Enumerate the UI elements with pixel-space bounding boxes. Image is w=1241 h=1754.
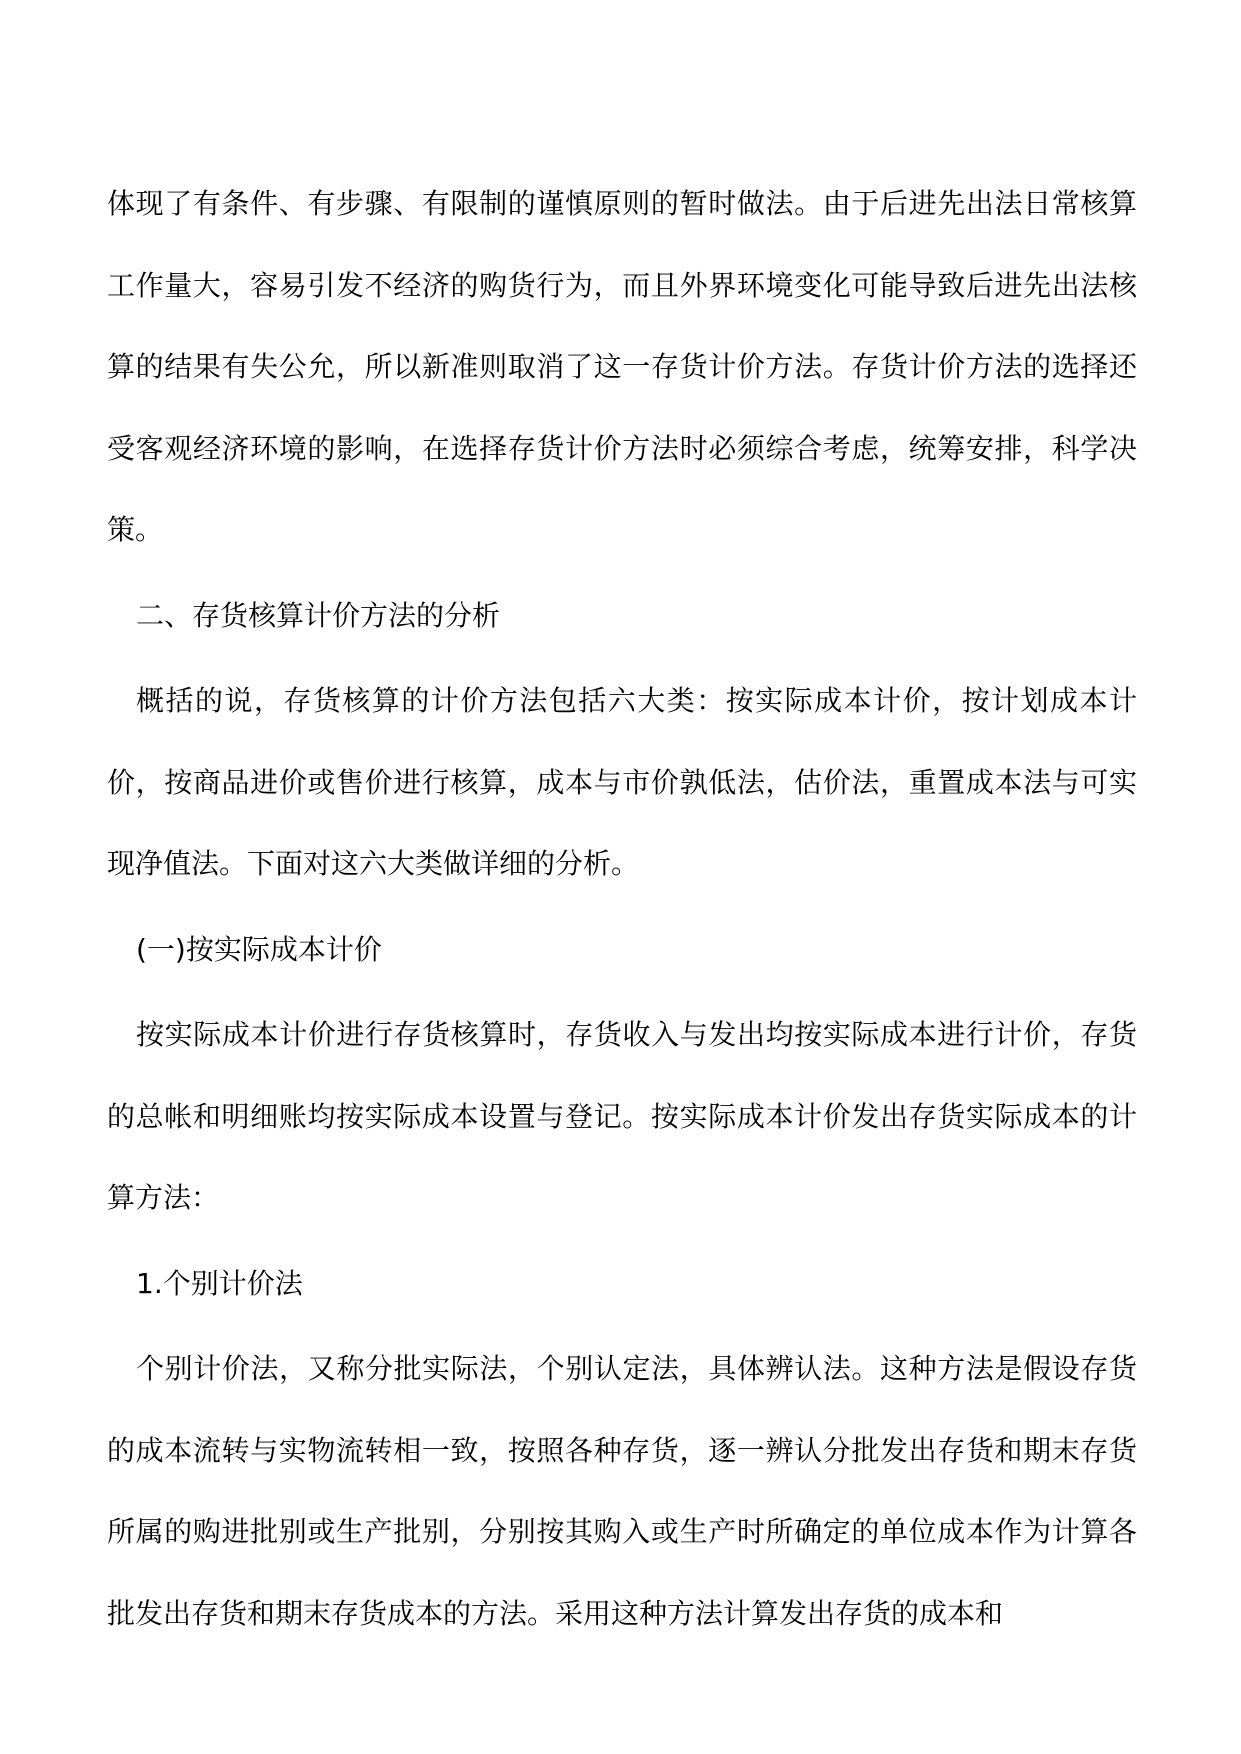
paragraph-specific-identification: 个别计价法，又称分批实际法，个别认定法，具体辨认法。这种方法是假设存货的成本流转与实物流转相一致，按照各种存货，逐一辨认分批发出存货和期末存货所属的购进批别或生产批别，分别按其购入或生产时所确定的单位成本作为计算各批发出存货和期末存货成本的方法。采用这种方法计算发出存货的成本和 <box>107 1352 1137 1630</box>
section-heading-analysis: 二、存货核算计价方法的分析 <box>136 598 501 632</box>
paragraph-actual-cost: 按实际成本计价进行存货核算时，存货收入与发出均按实际成本进行计价，存货的总帐和明细账均按实际成本设置与登记。按实际成本计价发出存货实际成本的计算方法： <box>107 1018 1137 1214</box>
document-body <box>107 163 1137 1658</box>
paragraph-prudence-conclusion: 体现了有条件、有步骤、有限制的谨慎原则的暂时做法。由于后进先出法日常核算工作量大，容易引发不经济的购货行为，而且外界环境变化可能导致后进先出法核算的结果有失公允，所以新准则取消了这一存货计价方法。存货计价方法的选择还受客观经济环境的影响，在选择存货计价方法时必须综合考虑，统筹安排，科学决策。 <box>107 187 1137 546</box>
item-heading-specific-identification: 1.个别计价法 <box>136 1266 303 1300</box>
paragraph-six-categories: 概括的说，存货核算的计价方法包括六大类：按实际成本计价，按计划成本计价，按商品进价或售价进行核算，成本与市价孰低法，估价法，重置成本法与可实现净值法。下面对这六大类做详细的分析。 <box>107 684 1137 880</box>
subsection-heading-actual-cost: (一)按实际成本计价 <box>136 932 382 966</box>
